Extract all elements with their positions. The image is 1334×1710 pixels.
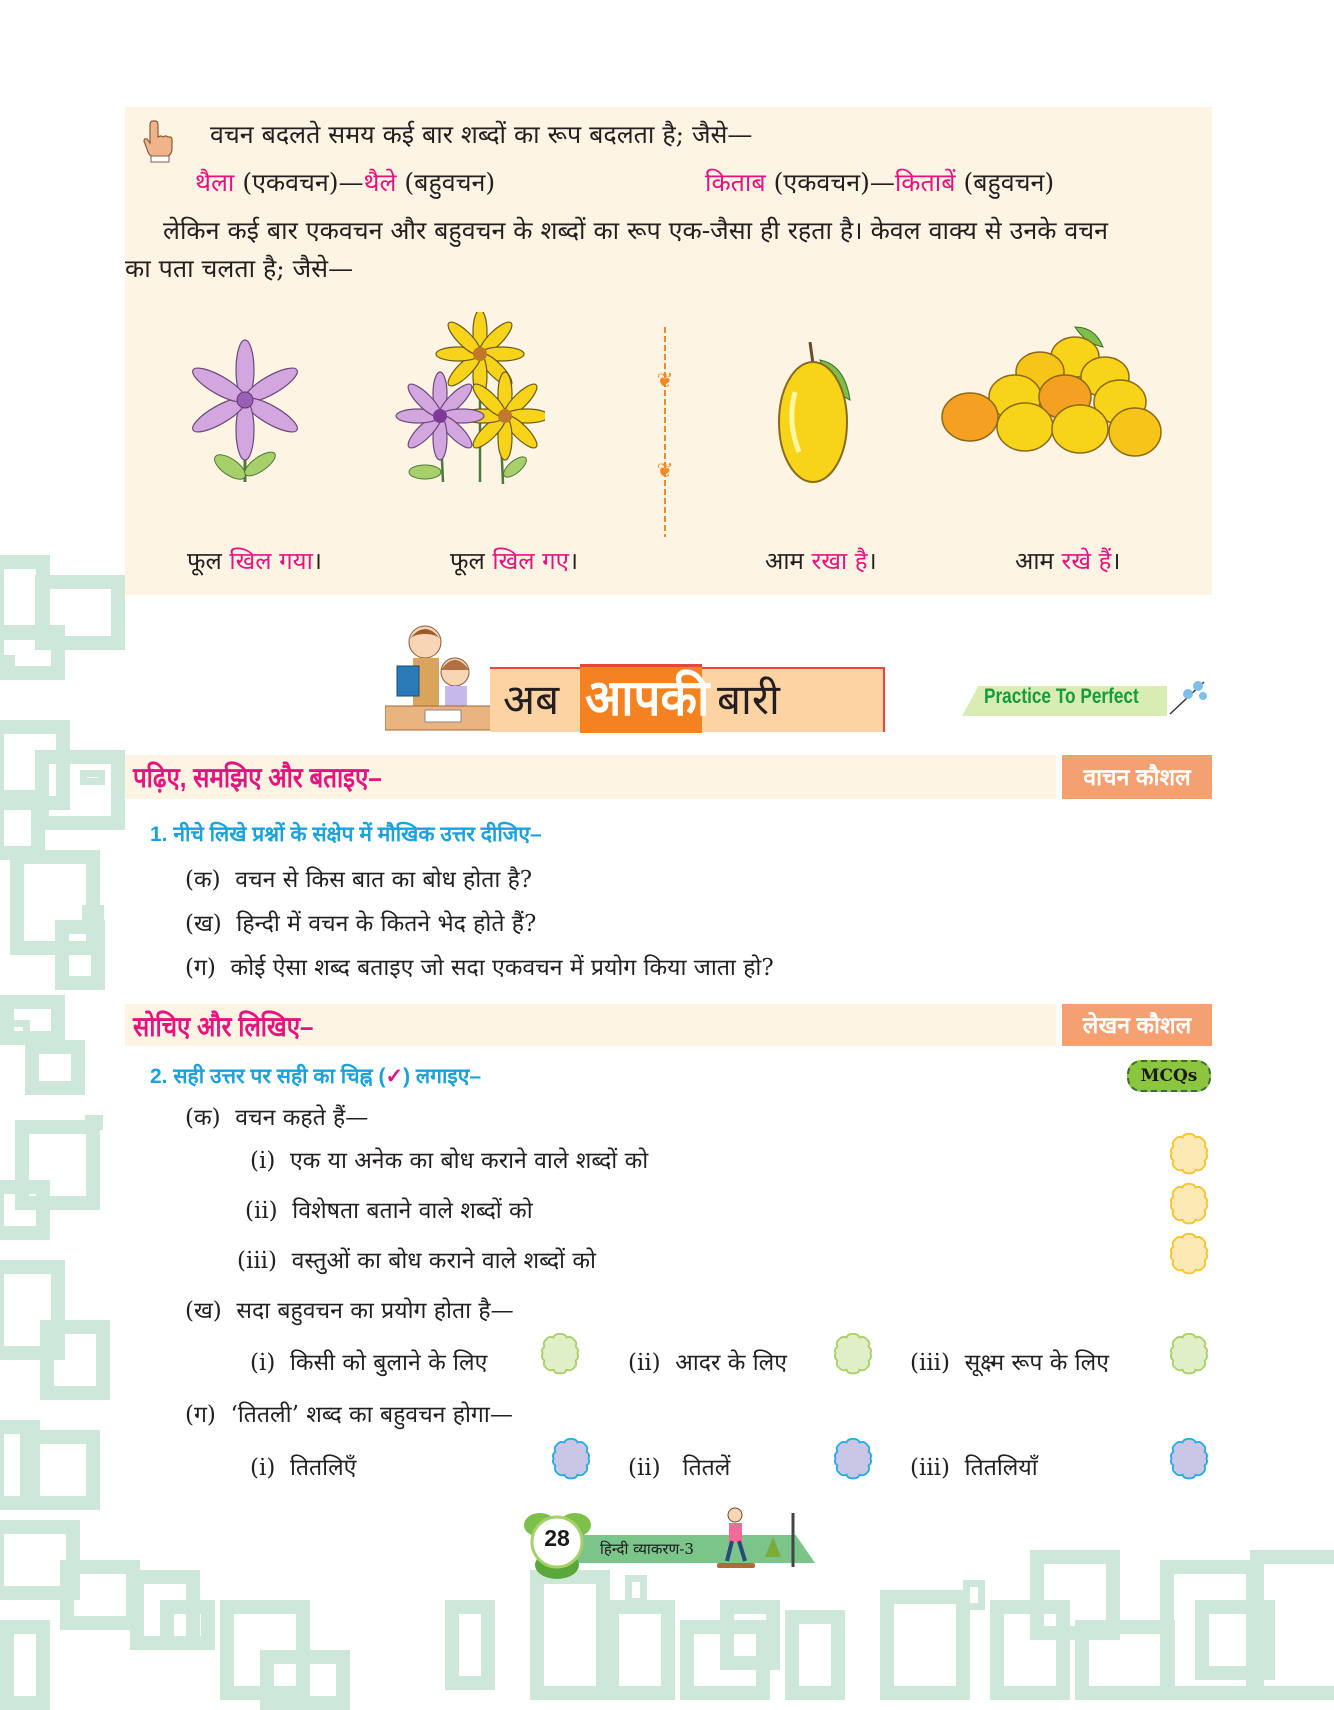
example-word: थैले xyxy=(363,168,397,197)
banner-word-baari: बारी xyxy=(717,676,780,723)
caption-subject: आम xyxy=(1015,547,1062,575)
example-word: थैला xyxy=(195,168,235,197)
question-text: ‘तितली’ शब्द का बहुवचन होगा— xyxy=(230,1402,513,1428)
mcq-option xyxy=(910,1345,1109,1377)
question-label: (ग) xyxy=(185,1402,216,1428)
option-text: विशेषता बताने वाले शब्दों को xyxy=(292,1198,533,1224)
ornamental-divider xyxy=(650,327,680,537)
answer-checkbox-green[interactable] xyxy=(537,1332,583,1378)
caption-subject: आम xyxy=(765,547,812,575)
question-2-heading xyxy=(150,1062,481,1090)
item-text: हिन्दी में वचन के कितने भेद होते हैं? xyxy=(236,911,537,937)
single-mango-image xyxy=(765,342,875,492)
option-number: (ii) xyxy=(628,1350,661,1376)
mcq-option xyxy=(250,1143,648,1175)
caption-end: । xyxy=(312,547,322,575)
tick-mark-icon: ✓ xyxy=(385,1065,404,1088)
caption-single-flower xyxy=(187,544,322,577)
mcq-question xyxy=(185,1100,368,1132)
skill-tag-writing: लेखन कौशल xyxy=(1056,1004,1212,1046)
mcq-option xyxy=(237,1243,596,1275)
mcq-option xyxy=(250,1345,487,1377)
question-1-item xyxy=(185,950,774,982)
section-header-writing xyxy=(125,1004,1212,1046)
answer-checkbox-yellow[interactable] xyxy=(1166,1132,1212,1178)
option-number: (ii) xyxy=(245,1198,278,1224)
pointing-hand-icon xyxy=(143,119,175,163)
mcq-option xyxy=(628,1345,787,1377)
caption-subject: फूल xyxy=(187,547,230,575)
example-tag: (बहुवचन) xyxy=(396,168,496,197)
caption-end: । xyxy=(568,547,579,575)
option-text: सूक्ष्म रूप के लिए xyxy=(964,1350,1109,1376)
question-label: (क) xyxy=(185,1105,221,1131)
paragraph-line-1: लेकिन कई बार एकवचन और बहुवचन के शब्दों का रूप एक-जैसा ही रहता है। केवल वाक्य से उनके वचन xyxy=(163,216,1108,245)
mcq-option xyxy=(910,1450,1038,1482)
answer-checkbox-lavender[interactable] xyxy=(830,1437,876,1483)
caption-flower-bunch xyxy=(450,544,578,577)
mcq-option xyxy=(250,1450,356,1482)
item-label: (ग) xyxy=(185,955,216,981)
option-number: (ii) xyxy=(628,1455,661,1481)
mcq-question xyxy=(185,1293,514,1325)
option-text: किसी को बुलाने के लिए xyxy=(289,1350,488,1376)
item-text: वचन से किस बात का बोध होता है? xyxy=(235,867,533,893)
caption-verb: रखे हैं xyxy=(1061,547,1112,575)
practice-label: Practice To Perfect xyxy=(984,685,1139,708)
caption-end: । xyxy=(867,547,877,575)
example-2 xyxy=(705,165,1054,199)
option-number: (i) xyxy=(250,1148,276,1174)
info-box xyxy=(125,107,1212,595)
single-flower-image xyxy=(185,332,305,492)
caption-verb: रखा है xyxy=(811,547,868,575)
answer-checkbox-yellow[interactable] xyxy=(1166,1182,1212,1228)
banner-word-aapki: आपकी xyxy=(585,670,710,726)
answer-checkbox-yellow[interactable] xyxy=(1166,1232,1212,1278)
skill-tag-reading: वाचन कौशल xyxy=(1056,755,1212,799)
children-illustration xyxy=(385,620,495,732)
page-footer xyxy=(520,1505,820,1580)
svg-text:❦: ❦ xyxy=(656,368,674,392)
option-text: तितलियाँ xyxy=(964,1455,1038,1481)
item-label: (क) xyxy=(185,867,221,893)
caption-single-mango xyxy=(765,544,877,577)
mango-pile-image xyxy=(935,317,1165,477)
example-word: किताब xyxy=(705,168,766,197)
mcq-option xyxy=(245,1193,533,1225)
caption-verb: खिल गए xyxy=(492,547,569,575)
option-number: (iii) xyxy=(910,1455,951,1481)
example-tag: (एकवचन)— xyxy=(234,168,364,197)
answer-checkbox-green[interactable] xyxy=(1166,1332,1212,1378)
your-turn-banner xyxy=(385,620,885,732)
item-text: कोई ऐसा शब्द बताइए जो सदा एकवचन में प्रयोग किया जाता हो? xyxy=(230,955,774,981)
option-number: (iii) xyxy=(910,1350,951,1376)
question-text: सदा बहुवचन का प्रयोग होता है— xyxy=(236,1298,514,1324)
mcq-option xyxy=(628,1450,730,1482)
svg-text:❦: ❦ xyxy=(656,458,674,482)
example-word: किताबें xyxy=(894,168,956,197)
question-label: (ख) xyxy=(185,1298,222,1324)
question-1-item xyxy=(185,862,532,894)
option-number: (i) xyxy=(250,1455,276,1481)
example-1 xyxy=(195,165,495,199)
example-tag: (बहुवचन) xyxy=(955,168,1055,197)
option-text: तितलें xyxy=(682,1455,731,1481)
question-text: 2. सही उत्तर पर सही का चिह्न ( xyxy=(150,1065,386,1088)
option-text: आदर के लिए xyxy=(675,1350,787,1376)
section-title: सोचिए और लिखिए– xyxy=(133,1011,314,1042)
question-1-item xyxy=(185,906,536,938)
answer-checkbox-green[interactable] xyxy=(830,1332,876,1378)
mcq-badge: MCQs xyxy=(1127,1060,1211,1092)
skateboarder-illustration xyxy=(715,1505,805,1575)
option-text: वस्तुओं का बोध कराने वाले शब्दों को xyxy=(291,1248,596,1274)
page-number: 28 xyxy=(544,1525,570,1551)
example-tag: (एकवचन)— xyxy=(765,168,895,197)
paragraph-line-2: का पता चलता है; जैसे— xyxy=(125,254,354,283)
section-header-reading xyxy=(125,755,1212,799)
question-1-heading: 1. नीचे लिखे प्रश्नों के संक्षेप में मौखिक उत्तर दीजिए– xyxy=(150,823,542,846)
book-title: हिन्दी व्याकरण-3 xyxy=(600,1540,694,1558)
option-text: तितलिएँ xyxy=(289,1455,357,1481)
answer-checkbox-lavender[interactable] xyxy=(548,1437,594,1483)
flower-sprig-icon xyxy=(1168,676,1208,716)
caption-verb: खिल गया xyxy=(229,547,313,575)
banner-word-ab: अब xyxy=(503,676,560,723)
flower-bunch-image xyxy=(395,312,545,492)
caption-end: । xyxy=(1111,547,1121,575)
option-number: (iii) xyxy=(237,1248,278,1274)
answer-checkbox-lavender[interactable] xyxy=(1166,1437,1212,1483)
item-label: (ख) xyxy=(185,911,222,937)
option-text: एक या अनेक का बोध कराने वाले शब्दों को xyxy=(289,1148,649,1174)
question-text: वचन कहते हैं— xyxy=(235,1105,369,1131)
question-text: ) लगाइए– xyxy=(403,1065,481,1088)
caption-mango-pile xyxy=(1015,544,1120,577)
mcq-question xyxy=(185,1397,513,1429)
intro-text: वचन बदलते समय कई बार शब्दों का रूप बदलता है; जैसे— xyxy=(210,120,753,149)
caption-subject: फूल xyxy=(450,547,493,575)
section-title: पढ़िए, समझिए और बताइए– xyxy=(133,762,382,793)
option-number: (i) xyxy=(250,1350,276,1376)
